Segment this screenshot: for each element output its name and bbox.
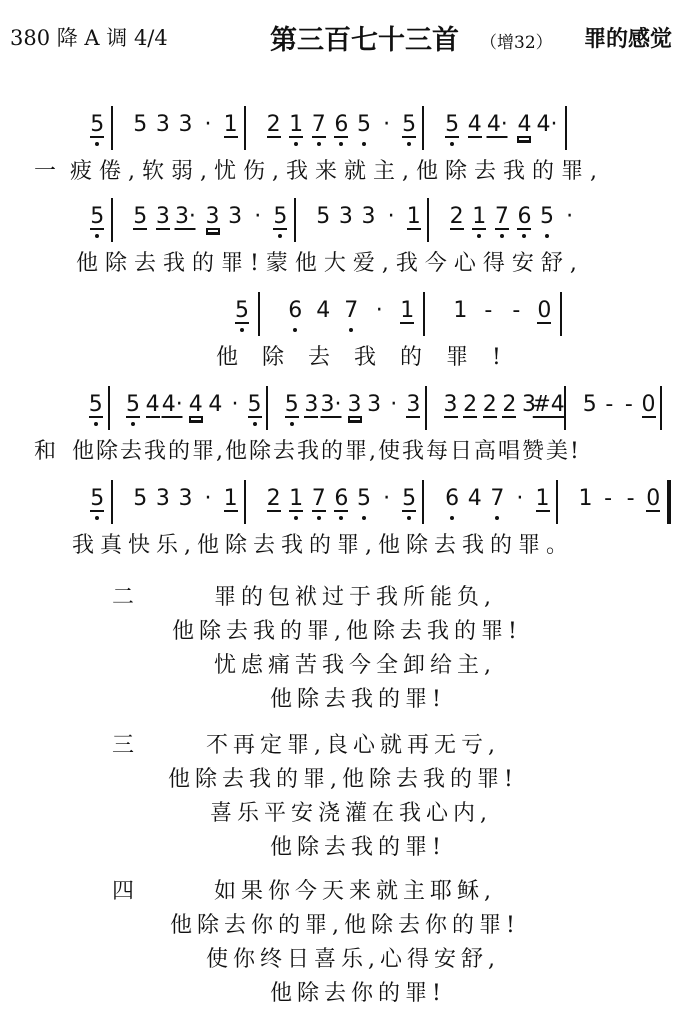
augmentation-dot: ·: [390, 392, 398, 417]
jianpu-note: 3: [521, 392, 536, 417]
barline: [422, 106, 424, 150]
jianpu-note: 5: [235, 300, 249, 324]
lower-octave-dot: [278, 234, 282, 238]
verse-line: 喜乐平安浇灌在我心内,: [210, 801, 492, 826]
augmentation-dot: ·: [231, 392, 239, 417]
verse-number: 三: [112, 733, 135, 758]
extension-dash: -: [484, 298, 493, 323]
jianpu-note: 3: [304, 392, 319, 417]
lyric-line: 他除去我的罪,他除去我的罪,使我每日高唱赞美!: [72, 439, 581, 464]
jianpu-note: 1: [453, 298, 468, 323]
jianpu-note: 5: [582, 392, 597, 417]
barline: [565, 106, 567, 150]
verse-number: 四: [112, 879, 135, 904]
hymn-title: 第三百七十三首: [270, 25, 459, 56]
augmentation-dot: ·: [204, 112, 212, 137]
jianpu-note: 4: [467, 112, 482, 137]
jianpu-note: 7: [312, 114, 326, 138]
jianpu-note: 5: [90, 206, 104, 230]
jianpu-note: 5: [133, 204, 148, 229]
extension-dash: -: [604, 486, 613, 511]
jianpu-note: 6: [334, 488, 348, 512]
jianpu-note: 1: [535, 486, 550, 511]
barline: [422, 480, 424, 524]
barline: [423, 292, 425, 336]
barline: [244, 106, 246, 150]
jianpu-note: 4·: [536, 112, 558, 137]
jianpu-note: 6: [288, 300, 302, 322]
extension-dash: -: [624, 392, 633, 417]
jianpu-note: 1: [406, 204, 421, 229]
lower-octave-dot: [293, 328, 297, 332]
jianpu-note: 2: [482, 392, 497, 417]
lower-octave-dot: [339, 516, 343, 520]
lower-octave-dot: [95, 234, 99, 238]
barline: [560, 292, 562, 336]
barline: [294, 198, 296, 242]
barline: [427, 198, 429, 242]
barline: [425, 386, 427, 430]
jianpu-note: 1: [223, 486, 238, 511]
lower-octave-dot: [317, 142, 321, 146]
jianpu-note: 5: [316, 204, 331, 229]
notation-row: [0, 196, 700, 242]
jianpu-note: 1: [223, 112, 238, 137]
jianpu-note: 4: [316, 298, 331, 323]
barline: [660, 386, 662, 430]
lower-octave-dot: [545, 234, 549, 238]
lower-octave-dot: [253, 422, 257, 426]
jianpu-note: 5: [90, 488, 104, 512]
lower-octave-dot: [290, 422, 294, 426]
jianpu-note: 5: [90, 114, 104, 138]
jianpu-note: 5: [126, 394, 140, 418]
augmentation-dot: ·: [383, 112, 391, 137]
jianpu-note: 1: [400, 298, 415, 323]
verse-line: 他除去我的罪,他除去我的罪!: [172, 619, 522, 644]
verse-number: 二: [112, 585, 135, 610]
jianpu-note: 4: [208, 392, 223, 417]
augmentation-dot: ·: [375, 298, 383, 323]
jianpu-note: #4: [532, 392, 565, 417]
verse-label: 一: [34, 159, 57, 184]
lower-octave-dot: [317, 516, 321, 520]
jianpu-note: 4: [467, 486, 482, 511]
augmentation-dot: ·: [566, 204, 574, 229]
jianpu-note: 3: [155, 486, 170, 511]
refrain-label: 和: [34, 439, 57, 464]
jianpu-note: 3: [338, 204, 353, 229]
lyric-line: 疲倦,软弱,忧伤,我来就主,他除去我的罪,: [70, 159, 604, 184]
jianpu-note: 2: [266, 486, 281, 511]
jianpu-note: 2: [502, 392, 517, 417]
jianpu-note: 0: [646, 486, 661, 511]
lower-octave-dot: [362, 516, 366, 520]
verse-line: 忧虑痛苦我今全卸给主,: [214, 653, 496, 678]
verse-line: 不再定罪,良心就再无亏,: [206, 733, 500, 758]
jianpu-note: 4: [517, 112, 532, 137]
jianpu-note: 7: [495, 206, 509, 230]
jianpu-note: 7: [490, 488, 504, 510]
jianpu-note: 3: [155, 112, 170, 137]
notation-row: [0, 478, 700, 524]
verse-line: 罪的包袱过于我所能负,: [214, 585, 496, 610]
notation-row: [0, 290, 700, 336]
augmentation-dot: ·: [204, 486, 212, 511]
lower-octave-dot: [349, 328, 353, 332]
jianpu-note: 4: [145, 392, 160, 417]
notation-row: [0, 104, 700, 150]
jianpu-note: 3: [367, 392, 382, 417]
lower-octave-dot: [407, 142, 411, 146]
jianpu-note: 2: [266, 112, 281, 137]
lower-octave-dot: [95, 516, 99, 520]
jianpu-note: 5: [273, 206, 287, 230]
barline: [111, 106, 113, 150]
jianpu-note: 3: [178, 112, 193, 137]
jianpu-note: 6: [517, 206, 531, 230]
jianpu-note: 5: [402, 114, 416, 138]
extension-dash: -: [626, 486, 635, 511]
lower-octave-dot: [500, 234, 504, 238]
hymn-number-key-meter: 380 降 A 调 4/4: [10, 26, 168, 50]
jianpu-note: 2: [463, 392, 478, 417]
jianpu-note: 3: [347, 392, 362, 417]
notation-row: [0, 384, 700, 430]
jianpu-note: 6: [334, 114, 348, 138]
jianpu-note: 5: [133, 112, 148, 137]
augmentation-dot: ·: [516, 486, 524, 511]
lower-octave-dot: [294, 516, 298, 520]
jianpu-note: 3: [443, 392, 458, 417]
supplement-number: （增32）: [480, 33, 553, 53]
jianpu-note: 3·: [174, 204, 196, 229]
jianpu-note: 1: [578, 486, 593, 511]
jianpu-note: 5: [133, 486, 148, 511]
lyric-line: 他除去我的罪!蒙他大爱,我今心得安舒,: [76, 251, 584, 276]
lower-octave-dot: [131, 422, 135, 426]
jianpu-note: 6: [445, 488, 459, 510]
jianpu-note: 4·: [486, 112, 508, 137]
lower-octave-dot: [94, 422, 98, 426]
verse-line: 使你终日喜乐,心得安舒,: [206, 947, 500, 972]
lower-octave-dot: [522, 234, 526, 238]
augmentation-dot: ·: [254, 204, 262, 229]
jianpu-note: 3·: [320, 392, 342, 417]
jianpu-note: 3: [361, 204, 376, 229]
verse-line: 他除去我的罪,他除去我的罪!: [168, 767, 518, 792]
verse-line: 如果你今天来就主耶稣,: [214, 879, 496, 904]
barline: [111, 480, 113, 524]
lower-octave-dot: [450, 142, 454, 146]
lower-octave-dot: [95, 142, 99, 146]
jianpu-note: 5: [248, 394, 262, 418]
extension-dash: -: [512, 298, 521, 323]
jianpu-note: 5: [357, 488, 371, 510]
lower-octave-dot: [450, 516, 454, 520]
jianpu-note: 3: [178, 486, 193, 511]
jianpu-note: 5: [540, 206, 554, 228]
jianpu-note: 4·: [161, 392, 183, 417]
jianpu-note: 5: [89, 394, 103, 418]
extension-dash: -: [605, 392, 614, 417]
barline: [244, 480, 246, 524]
lower-octave-dot: [407, 516, 411, 520]
lyric-line: 我真快乐,他除去我的罪,他除去我的罪。: [72, 533, 574, 558]
barline: [111, 198, 113, 242]
jianpu-note: 3: [205, 204, 220, 229]
barline: [564, 386, 566, 430]
barline: [556, 480, 558, 524]
augmentation-dot: ·: [383, 486, 391, 511]
jianpu-note: 3: [155, 204, 170, 229]
jianpu-note: 1: [289, 488, 303, 512]
jianpu-note: 0: [641, 392, 656, 417]
lower-octave-dot: [294, 142, 298, 146]
verse-line: 他除去我的罪!: [270, 835, 446, 860]
lower-octave-dot: [477, 234, 481, 238]
jianpu-note: 4: [188, 392, 203, 417]
barline: [258, 292, 260, 336]
lower-octave-dot: [339, 142, 343, 146]
jianpu-note: 1: [472, 206, 486, 230]
barline: [266, 386, 268, 430]
jianpu-note: 0: [537, 298, 552, 323]
hymn-theme: 罪的感觉: [584, 27, 673, 52]
jianpu-note: 5: [445, 114, 459, 138]
jianpu-note: 5: [357, 114, 371, 136]
jianpu-note: 5: [285, 394, 299, 418]
verse-line: 他除去你的罪,他除去你的罪!: [170, 913, 520, 938]
jianpu-note: 7: [344, 300, 358, 322]
jianpu-note: 5: [402, 488, 416, 512]
verse-line: 他除去你的罪!: [270, 981, 446, 1006]
augmentation-dot: ·: [387, 204, 395, 229]
jianpu-note: 3: [228, 204, 243, 229]
verse-line: 他除去我的罪!: [270, 687, 446, 712]
lyric-line: 他除去我的罪!: [216, 345, 525, 370]
jianpu-note: 1: [289, 114, 303, 138]
final-barline: [667, 480, 671, 524]
jianpu-note: 3: [406, 392, 421, 417]
lower-octave-dot: [240, 328, 244, 332]
jianpu-note: 7: [312, 488, 326, 512]
jianpu-note: 2: [449, 204, 464, 229]
lower-octave-dot: [362, 142, 366, 146]
barline: [108, 386, 110, 430]
lower-octave-dot: [495, 516, 499, 520]
